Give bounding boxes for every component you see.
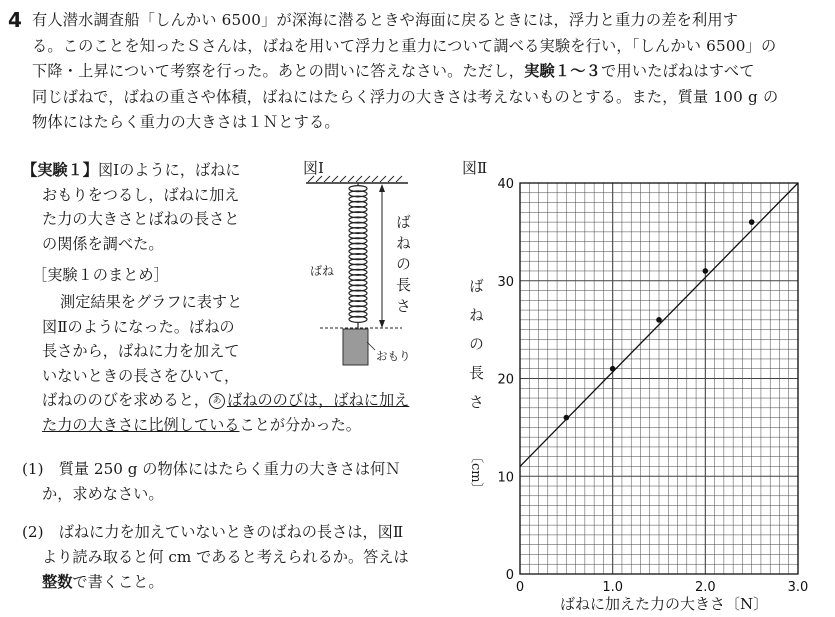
x-tick-label: 2.0: [694, 580, 716, 595]
data-point: [703, 268, 709, 274]
experiment-range: 実験１～３: [524, 62, 602, 80]
weight-block: [343, 329, 368, 365]
y-tick-label: 40: [497, 177, 514, 192]
marker-a: あ: [209, 393, 225, 409]
figure2-chart: [490, 170, 830, 600]
question-2: (2) ばねに力を加えていないときのばねの長さは，図Ⅱ より読み取ると何 cm であると考えられるか。答えは 整数で書くこと。: [22, 523, 409, 591]
experiment1-heading: 【実験１】: [22, 161, 98, 179]
figure2-title: 図Ⅱ: [462, 159, 488, 177]
spring-coil: [349, 183, 367, 330]
intro-line-2: る。このことを知ったＳさんは，ばねを用いて浮力と重力について調べる実験を行い，「しんかい 6500」の: [32, 36, 777, 55]
question-number: 4: [8, 8, 22, 32]
summary-text: 測定結果をグラフに表すと 図Ⅱのようになった。ばねの 長さから，ばねに力を加えて いないときの長さをひいて， ばねののびを求めると， あ ばねののびは，ばねに加え た力の大きさに比例していることが分かった。: [42, 293, 410, 434]
data-point: [749, 219, 755, 225]
intro-line-4: 同じばねで，ばねの重さや体積，ばねにはたらく浮力の大きさは考えないものとする。また，質量 100 g の: [32, 87, 779, 106]
figure2-xlabel: ばねに加えた力の大きさ〔N〕: [560, 595, 769, 613]
x-tick-label: 1.0: [602, 580, 624, 595]
y-tick-label: 10: [497, 470, 514, 486]
figure2-yunit: 〔cm〕: [468, 450, 483, 496]
data-point: [610, 366, 616, 372]
weight-label: おもり: [376, 349, 411, 363]
intro-line-1: 有人潜水調査船「しんかい 6500」が深海に潜るときや海面に戻るときには，浮力と重力の差を利用す: [32, 11, 739, 29]
spring-label: ばね: [310, 264, 335, 278]
intro-line-3: 下降・上昇について考察を行った。あとの問いに答えなさい。ただし，実験１～３で用いたばねはすべて: [32, 62, 755, 80]
intro-paragraph: [32, 8, 827, 136]
ceiling-hatch: [308, 176, 402, 182]
length-label: ばねの長さ: [394, 214, 412, 319]
intro-line-5: 物体にはたらく重力の大きさは１Ｎとする。: [32, 113, 340, 131]
question-1: (1) 質量 250 g の物体にはたらく重力の大きさは何Ｎ か，求めなさい。: [22, 460, 401, 503]
summary-heading: ［実験１のまとめ］: [32, 266, 169, 284]
figure1-title: 図Ⅰ: [303, 159, 324, 177]
data-point: [564, 415, 570, 421]
figure2-ylabel: ばねの長さ: [467, 278, 485, 423]
y-tick-label: 30: [497, 274, 514, 290]
experiment1: 【実験１】図Ⅰのように，ばねに おもりをつるし，ばねに加え た力の大きさとばねの長さと の関係を調べた。: [22, 161, 241, 253]
data-point: [656, 317, 662, 323]
x-tick-label: 3.0: [787, 580, 809, 595]
y-tick-label: 20: [497, 372, 514, 388]
y-tick-label: 0: [505, 568, 514, 583]
x-tick-label: 0: [515, 580, 525, 595]
